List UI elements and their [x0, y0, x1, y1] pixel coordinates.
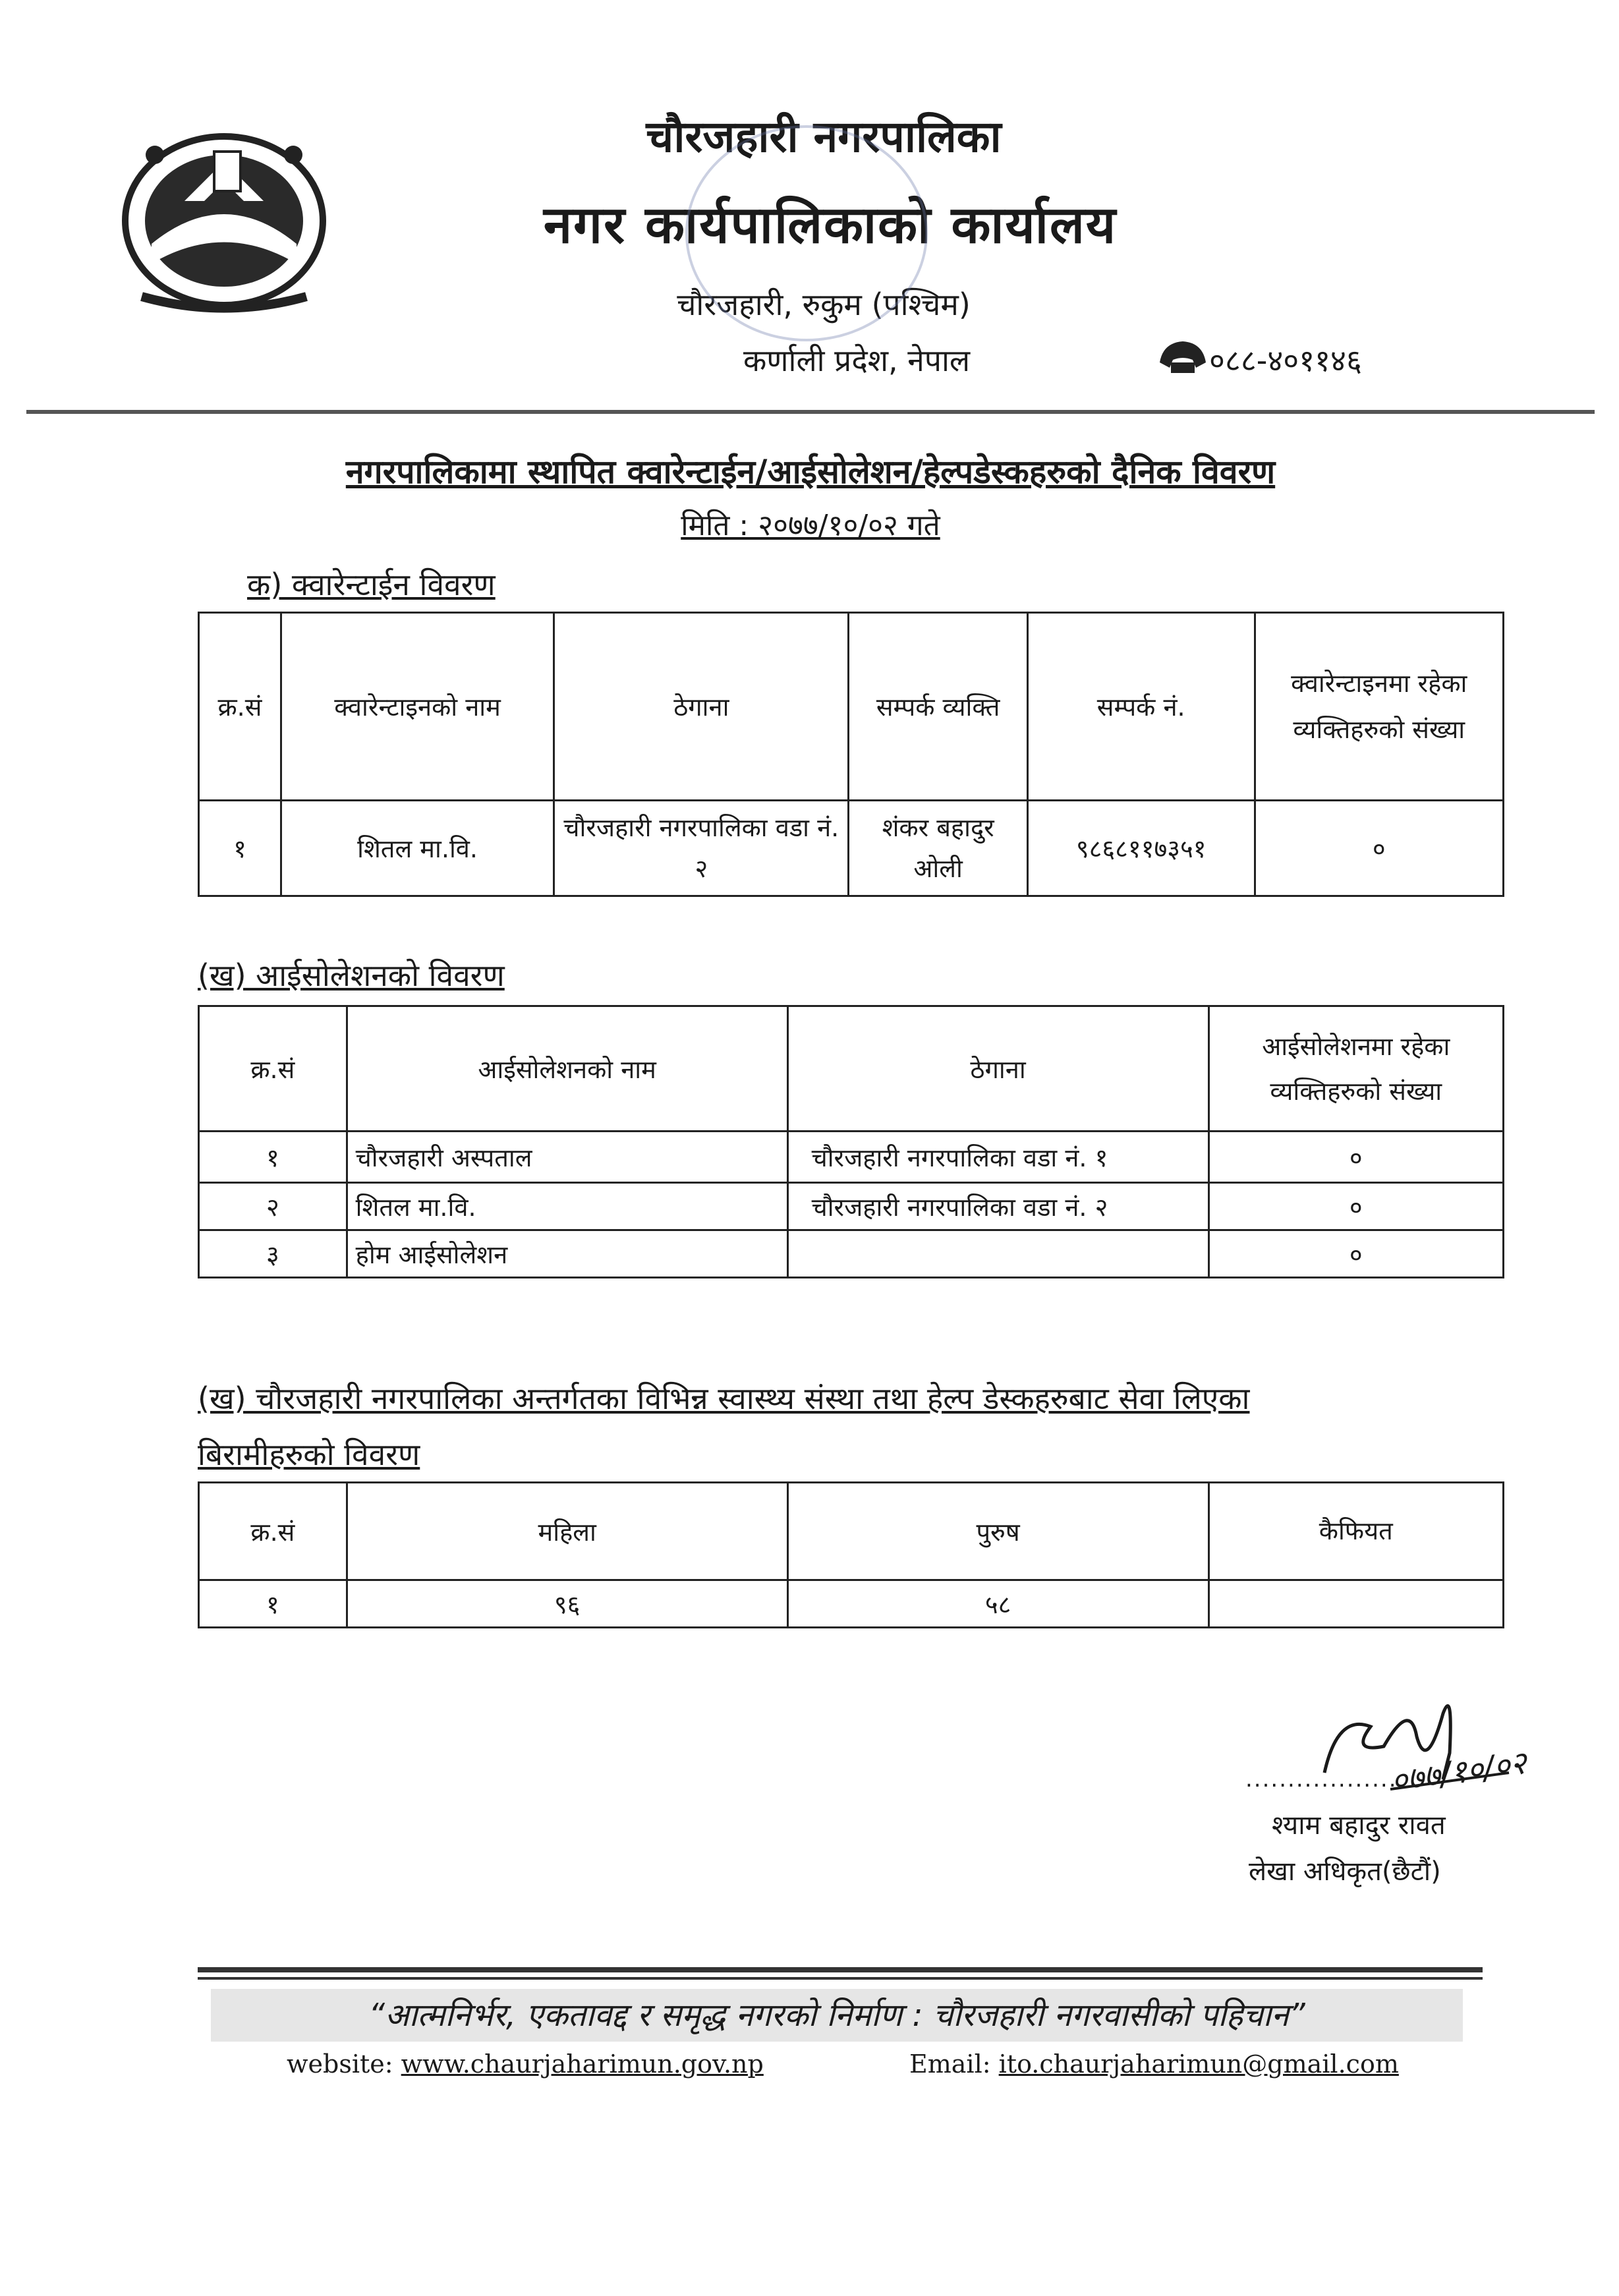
cell-address: चौरजहारी नगरपालिका वडा नं. २ — [554, 801, 849, 896]
quarantine-table — [198, 612, 1504, 897]
address-line-1: चौरजहारी, रुकुम (पश्चिम) — [677, 287, 971, 322]
office-name: नगर कार्यपालिकाको कार्यालय — [543, 196, 1118, 255]
isolation-table — [198, 1005, 1504, 1278]
report-title: नगरपालिकामा स्थापित क्वारेन्टाईन/आईसोलेशन/हेल्पडेस्कहरुको दैनिक विवरण — [345, 453, 1276, 491]
cell-count: ० — [1208, 1183, 1503, 1230]
col-female: महिला — [347, 1483, 787, 1580]
cell-contact-person: शंकर बहादुर ओली — [849, 801, 1027, 896]
signatory-designation: लेखा अधिकृत(छैटौं) — [1249, 1856, 1441, 1887]
website-label: website: — [287, 2050, 393, 2079]
cell-female: ९६ — [347, 1580, 787, 1628]
website-link[interactable]: www.chaurjaharimun.gov.np — [401, 2050, 764, 2079]
cell-serial: १ — [199, 1132, 347, 1183]
email-label: Email: — [909, 2050, 991, 2079]
cell-serial: १ — [199, 801, 281, 896]
col-contact-number: सम्पर्क नं. — [1027, 613, 1255, 801]
cell-count: ० — [1208, 1132, 1503, 1183]
col-serial: क्र.सं — [199, 1483, 347, 1580]
col-quarantine-name: क्वारेन्टाइनको नाम — [281, 613, 554, 801]
patients-heading: (ख) चौरजहारी नगरपालिका अन्तर्गतका विभिन्न स्वास्थ्य संस्था तथा हेल्प डेस्कहरुबाट सेवा लिएका — [198, 1381, 1250, 1416]
cell-male: ५८ — [787, 1580, 1208, 1628]
cell-name: होम आईसोलेशन — [347, 1230, 787, 1278]
cell-name: शितल मा.वि. — [347, 1183, 787, 1230]
table-row — [199, 1580, 1504, 1628]
col-isolation-name: आईसोलेशनको नाम — [347, 1006, 787, 1132]
email-link[interactable]: ito.chaurjaharimun@gmail.com — [998, 2050, 1399, 2079]
footer-website — [287, 2050, 764, 2079]
table-row — [199, 1183, 1504, 1230]
col-address: ठेगाना — [787, 1006, 1208, 1132]
table-row — [199, 1230, 1504, 1278]
col-serial: क्र.सं — [199, 613, 281, 801]
patients-table — [198, 1481, 1504, 1628]
cell-contact-number: ९८६८११७३५१ — [1027, 801, 1255, 896]
cell-count: ० — [1208, 1230, 1503, 1278]
col-serial: क्र.सं — [199, 1006, 347, 1132]
cell-address: चौरजहारी नगरपालिका वडा नं. १ — [787, 1132, 1208, 1183]
col-contact-person: सम्पर्क व्यक्ति — [849, 613, 1027, 801]
cell-address — [787, 1230, 1208, 1278]
telephone-icon — [1156, 336, 1209, 376]
cell-remarks — [1208, 1580, 1503, 1628]
table-row — [199, 1132, 1504, 1183]
municipality-name: चौरजहारी नगरपालिका — [646, 111, 1002, 162]
col-remarks: कैफियत — [1208, 1483, 1503, 1580]
footer-slogan: “आत्मनिर्भर, एकतावद्द र समृद्ध नगरको निर्माण : चौरजहारी नगरवासीको पहिचान” — [211, 1989, 1463, 2042]
office-stamp — [685, 125, 923, 336]
header-divider — [26, 410, 1595, 414]
cell-name: शितल मा.वि. — [281, 801, 554, 896]
table-row — [199, 801, 1504, 896]
col-male: पुरुष — [787, 1483, 1208, 1580]
footer-rule-top — [198, 1967, 1483, 1972]
footer-rule-bottom — [198, 1977, 1483, 1980]
cell-address: चौरजहारी नगरपालिका वडा नं. २ — [787, 1183, 1208, 1230]
patients-heading-line2: बिरामीहरुको विवरण — [198, 1437, 420, 1472]
cell-serial: २ — [199, 1183, 347, 1230]
table-header-row — [199, 613, 1504, 801]
signature-date: ०७७/१०/०२ — [1388, 1744, 1529, 1800]
cell-serial: १ — [199, 1580, 347, 1628]
cell-count: ० — [1255, 801, 1504, 896]
signature-dots: .................. — [1245, 1766, 1398, 1793]
office-phone: ०८८-४०११४६ — [1209, 343, 1362, 378]
cell-serial: ३ — [199, 1230, 347, 1278]
address-line-2: कर्णाली प्रदेश, नेपाल — [743, 343, 971, 378]
col-quarantine-count: क्वारेन्टाइनमा रहेका व्यक्तिहरुको संख्या — [1255, 613, 1504, 801]
signatory-name: श्याम बहादुर रावत — [1272, 1810, 1446, 1841]
table-header-row — [199, 1006, 1504, 1132]
table-header-row — [199, 1483, 1504, 1580]
cell-name: चौरजहारी अस्पताल — [347, 1132, 787, 1183]
quarantine-heading: क) क्वारेन्टाईन विवरण — [247, 567, 496, 602]
nepal-emblem-icon — [115, 122, 333, 313]
col-isolation-count: आईसोलेशनमा रहेका व्यक्तिहरुको संख्या — [1208, 1006, 1503, 1132]
report-date: मिति : २०७७/१०/०२ गते — [681, 509, 940, 542]
isolation-heading: (ख) आईसोलेशनको विवरण — [198, 958, 505, 993]
col-address: ठेगाना — [554, 613, 849, 801]
footer-email — [909, 2050, 1399, 2079]
